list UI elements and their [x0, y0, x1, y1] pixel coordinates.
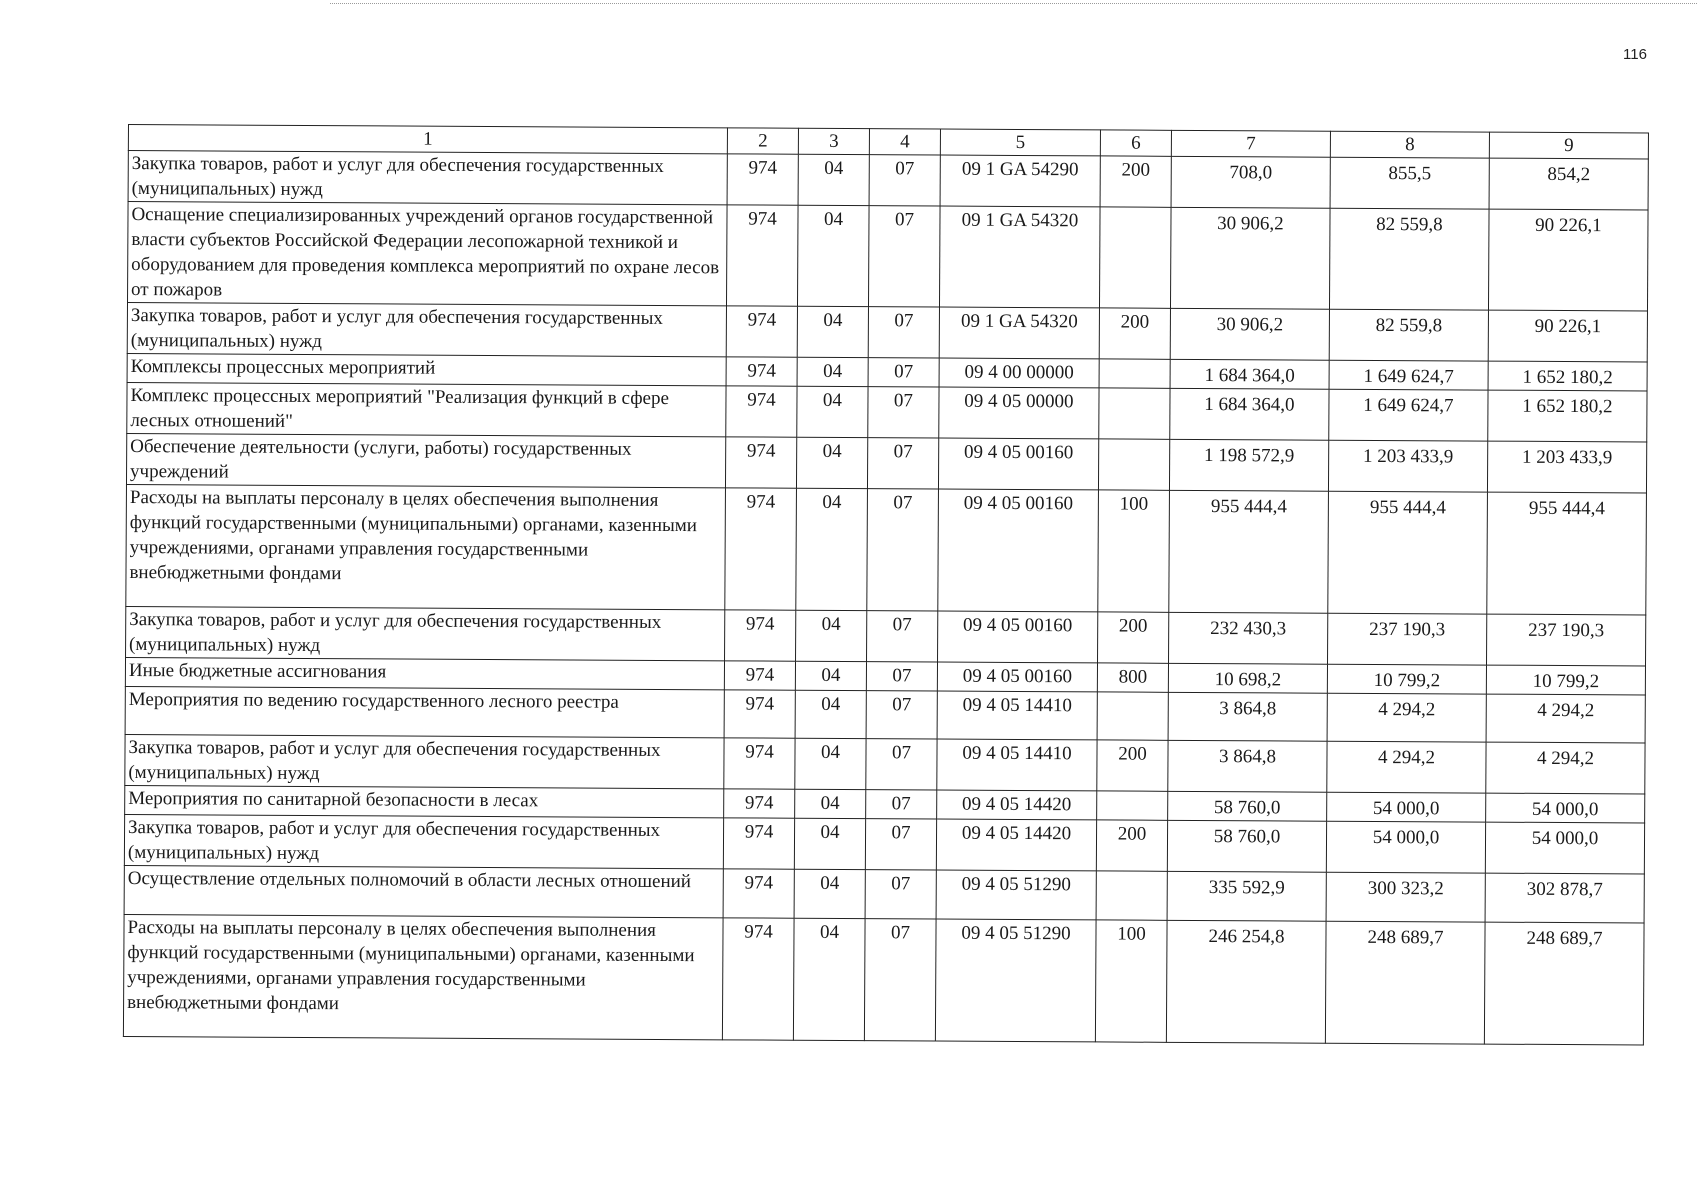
header-cell: 3 [798, 128, 869, 154]
section-code-cell: 04 [795, 690, 866, 738]
amount-year3-cell: 302 878,7 [1485, 873, 1644, 923]
expense-type-cell: 200 [1100, 156, 1171, 207]
subsection-code-cell: 07 [864, 919, 936, 1041]
amount-year3-cell: 54 000,0 [1486, 793, 1645, 823]
target-article-cell: 09 4 05 00000 [939, 387, 1099, 439]
row-name-cell: Осуществление отдельных полномочий в области лесных отношений [124, 865, 723, 917]
amount-year3-cell: 4 294,2 [1486, 694, 1645, 743]
header-cell: 6 [1100, 130, 1171, 156]
section-code-cell: 04 [796, 610, 867, 661]
row-name-cell: Закупка товаров, работ и услуг для обеспечения государственных (муниципальных) нужд [124, 814, 723, 868]
amount-year3-cell: 54 000,0 [1485, 822, 1644, 874]
table-row [126, 606, 1646, 665]
subsection-code-cell: 07 [867, 611, 938, 662]
table-row [128, 151, 1648, 210]
grbs-code-cell: 974 [724, 661, 795, 690]
grbs-code-cell: 974 [722, 918, 794, 1040]
subsection-code-cell: 07 [868, 307, 939, 358]
grbs-code-cell: 974 [725, 488, 797, 610]
subsection-code-cell: 07 [867, 489, 939, 611]
header-cell: 1 [128, 125, 727, 154]
section-code-cell: 04 [798, 154, 869, 205]
amount-year1-cell: 3 864,8 [1168, 692, 1327, 741]
row-name-cell: Закупка товаров, работ и услуг для обеспечения государственных (муниципальных) нужд [128, 151, 727, 205]
grbs-code-cell: 974 [726, 205, 798, 306]
row-name-cell: Закупка товаров, работ и услуг для обеспечения государственных (муниципальных) нужд [125, 734, 724, 788]
section-code-cell: 04 [795, 661, 866, 690]
table-row [125, 686, 1645, 742]
expense-type-cell: 200 [1098, 612, 1169, 663]
amount-year1-cell: 232 430,3 [1169, 612, 1328, 664]
grbs-code-cell: 974 [726, 306, 797, 357]
row-name-cell: Мероприятия по ведению государственного лесного реестра [125, 686, 724, 737]
expense-type-cell [1099, 388, 1170, 439]
expense-type-cell [1099, 359, 1170, 388]
amount-year2-cell: 1 649 624,7 [1329, 389, 1488, 441]
target-article-cell: 09 4 05 14420 [937, 790, 1097, 820]
target-article-cell: 09 4 00 00000 [939, 358, 1099, 388]
scan-edge-line [330, 3, 1697, 4]
amount-year1-cell: 10 698,2 [1168, 663, 1327, 693]
section-code-cell: 04 [794, 818, 865, 869]
table-row [124, 865, 1644, 922]
target-article-cell: 09 4 05 00160 [937, 662, 1097, 692]
table-row [127, 382, 1647, 441]
section-code-cell: 04 [797, 205, 869, 306]
target-article-cell: 09 4 05 51290 [935, 919, 1096, 1042]
amount-year2-cell: 54 000,0 [1327, 792, 1486, 822]
amount-year2-cell: 82 559,8 [1329, 309, 1488, 361]
row-name-cell: Обеспечение деятельности (услуги, работы) государственных учреждений [126, 433, 725, 487]
target-article-cell: 09 4 05 14420 [936, 819, 1096, 871]
expense-type-cell: 200 [1099, 308, 1170, 359]
subsection-code-cell: 07 [865, 819, 936, 870]
header-cell: 7 [1171, 130, 1330, 157]
header-cell: 5 [940, 129, 1100, 156]
expense-type-cell [1097, 692, 1168, 740]
amount-year2-cell: 54 000,0 [1326, 821, 1485, 873]
expense-type-cell: 800 [1097, 663, 1168, 692]
amount-year3-cell: 90 226,1 [1488, 310, 1647, 362]
table-row [125, 734, 1645, 793]
target-article-cell: 09 4 05 00160 [938, 489, 1099, 612]
amount-year1-cell: 335 592,9 [1167, 871, 1326, 921]
section-code-cell: 04 [797, 357, 868, 386]
amount-year3-cell: 248 689,7 [1484, 922, 1644, 1045]
grbs-code-cell: 974 [724, 690, 795, 738]
amount-year3-cell: 1 652 180,2 [1488, 361, 1647, 391]
grbs-code-cell: 974 [726, 386, 797, 437]
amount-year1-cell: 30 906,2 [1170, 308, 1329, 360]
header-cell: 2 [727, 128, 798, 154]
table-row [123, 914, 1644, 1044]
grbs-code-cell: 974 [725, 437, 796, 488]
subsection-code-cell: 07 [866, 691, 937, 739]
header-cell: 4 [869, 129, 940, 155]
expense-type-cell: 200 [1097, 740, 1168, 791]
row-name-cell: Расходы на выплаты персоналу в целях обеспечения выполнения функций государственными (муниципальными) органами, казенными учреждениями, органами управления государственными внебюджетными фондами [123, 914, 723, 1039]
grbs-code-cell: 974 [724, 789, 795, 818]
table-row [127, 303, 1647, 362]
section-code-cell: 04 [797, 386, 868, 437]
row-name-cell: Расходы на выплаты персоналу в целях обеспечения выполнения функций государственными (муниципальными) органами, казенными учреждениями, органами управления государственными внебюджетными фондами [126, 484, 726, 609]
table-row [128, 202, 1649, 311]
budget-table [123, 124, 1649, 1045]
subsection-code-cell: 07 [866, 662, 937, 691]
expense-type-cell: 100 [1098, 490, 1170, 612]
amount-year3-cell: 854,2 [1489, 158, 1648, 210]
amount-year1-cell: 3 864,8 [1168, 740, 1327, 792]
amount-year2-cell: 1 649 624,7 [1329, 360, 1488, 390]
expense-type-cell [1098, 439, 1169, 490]
subsection-code-cell: 07 [869, 155, 940, 206]
row-name-cell: Мероприятия по санитарной безопасности в лесах [125, 785, 724, 817]
target-article-cell: 09 1 GA 54320 [939, 307, 1099, 359]
amount-year3-cell: 1 203 433,9 [1487, 441, 1646, 493]
row-name-cell: Иные бюджетные ассигнования [125, 657, 724, 689]
amount-year2-cell: 300 323,2 [1326, 872, 1485, 922]
amount-year2-cell: 1 203 433,9 [1328, 440, 1487, 492]
section-code-cell: 04 [797, 306, 868, 357]
header-cell: 8 [1330, 131, 1489, 158]
amount-year3-cell: 955 444,4 [1487, 492, 1647, 615]
row-name-cell: Закупка товаров, работ и услуг для обеспечения государственных (муниципальных) нужд [126, 606, 725, 660]
row-name-cell: Оснащение специализированных учреждений органов государственной власти субъектов Российской Федерации лесопожарной техникой и оборудованием для проведения комплекса мероприятий по охране лесов от пожаров [128, 202, 728, 306]
amount-year2-cell: 955 444,4 [1328, 491, 1488, 614]
amount-year3-cell: 237 190,3 [1486, 614, 1645, 666]
table-row [126, 484, 1647, 614]
amount-year1-cell: 58 760,0 [1167, 820, 1326, 872]
amount-year2-cell: 10 799,2 [1327, 664, 1486, 694]
section-code-cell: 04 [795, 789, 866, 818]
amount-year3-cell: 10 799,2 [1486, 665, 1645, 695]
grbs-code-cell: 974 [725, 610, 796, 661]
expense-type-cell [1099, 207, 1171, 308]
amount-year1-cell: 1 198 572,9 [1169, 439, 1328, 491]
amount-year2-cell: 248 689,7 [1325, 921, 1485, 1044]
header-cell: 9 [1489, 132, 1648, 159]
expense-type-cell [1096, 871, 1167, 920]
grbs-code-cell: 974 [723, 818, 794, 869]
amount-year2-cell: 82 559,8 [1329, 208, 1489, 310]
table-body [123, 151, 1648, 1045]
section-code-cell: 04 [796, 437, 867, 488]
expense-type-cell: 200 [1096, 820, 1167, 871]
grbs-code-cell: 974 [723, 869, 794, 918]
amount-year2-cell: 4 294,2 [1327, 693, 1486, 742]
section-code-cell: 04 [796, 488, 868, 610]
target-article-cell: 09 4 05 51290 [936, 870, 1096, 920]
row-name-cell: Комплекс процессных мероприятий "Реализация функций в сфере лесных отношений" [127, 382, 726, 436]
target-article-cell: 09 4 05 14410 [937, 739, 1097, 791]
section-code-cell: 04 [794, 869, 865, 918]
target-article-cell: 09 4 05 14410 [937, 691, 1097, 740]
amount-year2-cell: 4 294,2 [1327, 741, 1486, 793]
subsection-code-cell: 07 [867, 438, 938, 489]
amount-year1-cell: 58 760,0 [1168, 791, 1327, 821]
amount-year3-cell: 4 294,2 [1486, 742, 1645, 794]
target-article-cell: 09 4 05 00160 [938, 611, 1098, 663]
target-article-cell: 09 4 05 00160 [938, 438, 1098, 490]
amount-year3-cell: 1 652 180,2 [1488, 390, 1647, 442]
grbs-code-cell: 974 [727, 154, 798, 205]
subsection-code-cell: 07 [868, 358, 939, 387]
subsection-code-cell: 07 [866, 790, 937, 819]
amount-year3-cell: 90 226,1 [1488, 209, 1648, 311]
page-number: 116 [1623, 46, 1647, 63]
row-name-cell: Закупка товаров, работ и услуг для обеспечения государственных (муниципальных) нужд [127, 303, 726, 357]
amount-year1-cell: 708,0 [1171, 156, 1330, 208]
amount-year1-cell: 1 684 364,0 [1170, 359, 1329, 389]
subsection-code-cell: 07 [868, 206, 940, 307]
amount-year2-cell: 237 190,3 [1328, 613, 1487, 665]
grbs-code-cell: 974 [726, 357, 797, 386]
table-row [126, 433, 1646, 492]
grbs-code-cell: 974 [724, 738, 795, 789]
target-article-cell: 09 1 GA 54320 [939, 206, 1100, 308]
expense-type-cell: 100 [1095, 920, 1167, 1042]
table-row [124, 814, 1644, 873]
section-code-cell: 04 [793, 918, 865, 1040]
expense-type-cell [1097, 791, 1168, 820]
subsection-code-cell: 07 [865, 870, 936, 919]
amount-year1-cell: 1 684 364,0 [1170, 388, 1329, 440]
subsection-code-cell: 07 [868, 387, 939, 438]
amount-year1-cell: 246 254,8 [1166, 920, 1326, 1043]
amount-year1-cell: 30 906,2 [1170, 207, 1330, 309]
amount-year1-cell: 955 444,4 [1169, 490, 1329, 613]
target-article-cell: 09 1 GA 54290 [940, 155, 1100, 207]
amount-year2-cell: 855,5 [1330, 157, 1489, 209]
section-code-cell: 04 [795, 738, 866, 789]
subsection-code-cell: 07 [866, 739, 937, 790]
row-name-cell: Комплексы процессных мероприятий [127, 353, 726, 385]
